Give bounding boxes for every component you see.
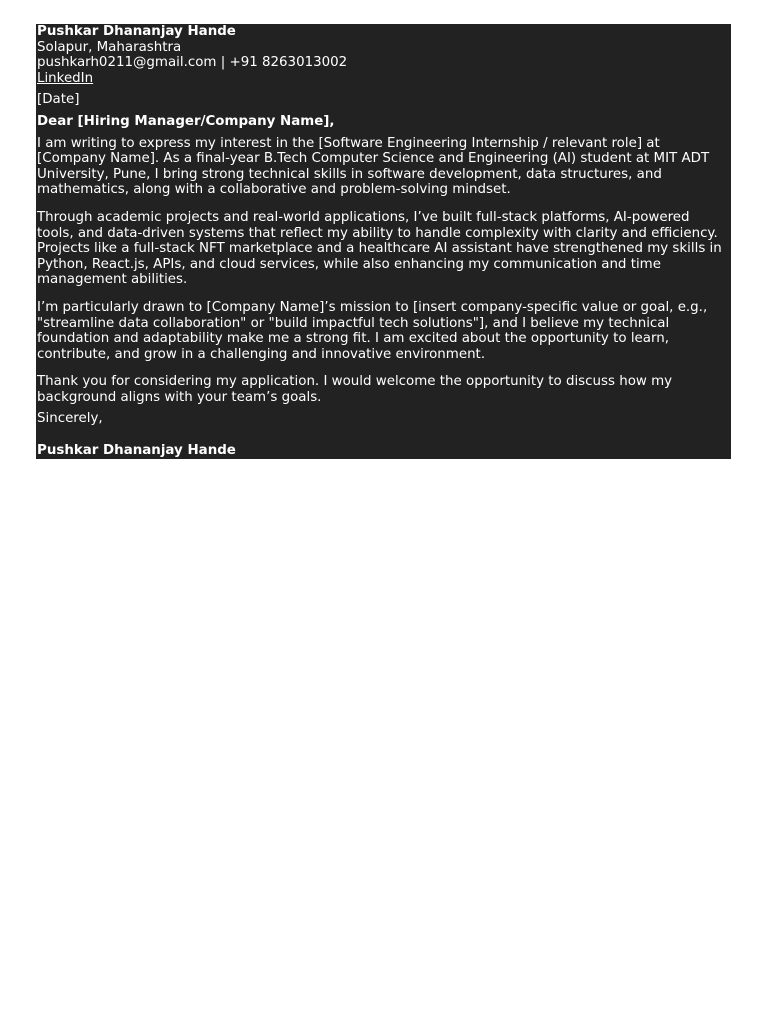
cover-letter	[36, 24, 731, 459]
greeting: Dear [Hiring Manager/Company Name],	[37, 113, 335, 129]
body-paragraph-3: I’m particularly drawn to [Company Name]’s mission to [insert company-specific value or goal, e.g., "streamline data collaboration" or "build impactful tech solutions"], and I believe my technical foundation and adaptability make me a strong fit. I am excited about the opportunity to learn, contribute, and grow in a challenging and innovative environment.	[37, 299, 708, 362]
linkedin-row	[37, 71, 730, 87]
linkedin-link[interactable]: LinkedIn	[37, 70, 94, 86]
body-paragraph-1: I am writing to express my interest in the [Software Engineering Internship / relevant role] at [Company Name]. As a final-year B.Tech Computer Science and Engineering (AI) student at MIT ADT University, Pune, I bring strong technical skills in software development, data structures, and mathematics, along with a collaborative and problem-solving mindset.	[37, 135, 710, 198]
sender-location: Solapur, Maharashtra	[37, 39, 182, 55]
signature: Pushkar Dhananjay Hande	[37, 443, 236, 459]
letter-date: [Date]	[37, 92, 80, 108]
body-paragraph-4: Thank you for considering my application. I would welcome the opportunity to discuss how my background aligns with your team’s goals.	[37, 374, 673, 405]
body-paragraph-2: Through academic projects and real-world applications, I’ve built full-stack platforms, AI-powered tools, and data-driven systems that reflect my ability to handle complexity with clarity and efficiency. Projects like a full-stack NFT marketplace and a healthcare AI assistant have strengthened my skills in Python, React.js, APIs, and cloud services, while also enhancing my communication and time management abilities.	[37, 209, 722, 288]
closing: Sincerely,	[37, 411, 103, 427]
sender-name: Pushkar Dhananjay Hande	[37, 24, 236, 39]
sender-contact: pushkarh0211@gmail.com | +91 8263013002	[37, 55, 348, 71]
